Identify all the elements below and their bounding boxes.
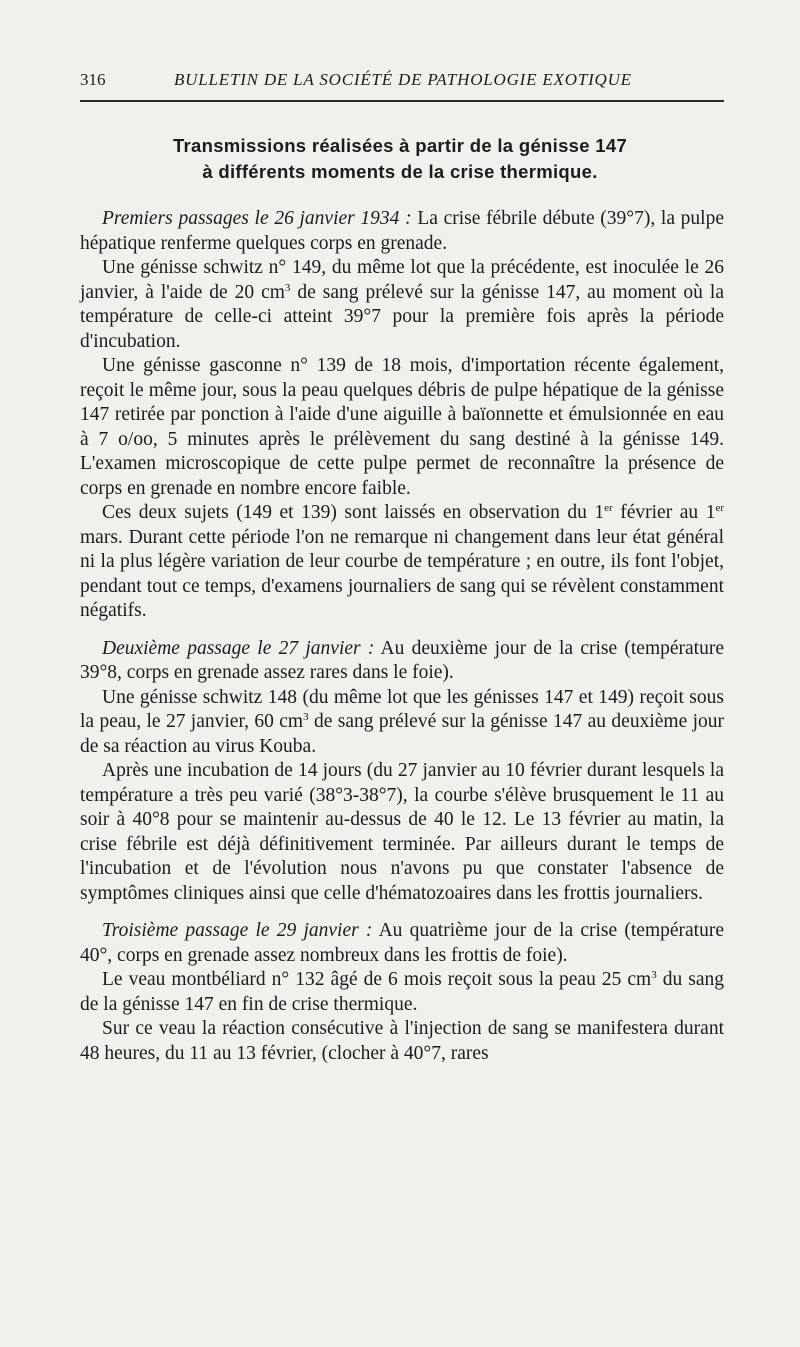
paragraph-heifer-148 — [80, 686, 724, 760]
superscript: 3 — [303, 711, 309, 723]
section-title-line-2: à différents moments de la crise thermique. — [202, 161, 598, 182]
first-passage-text: La crise fébrile débute (39°7), la pulpe hépatique renferme quelques corps en grenade. — [80, 208, 724, 254]
superscript: 3 — [651, 969, 657, 981]
section-title — [100, 133, 700, 185]
third-passage-heading: Troisième passage le 29 janvier : — [102, 920, 373, 941]
section-title-line-1: Transmissions réalisées à partir de la génisse 147 — [172, 135, 628, 156]
running-head — [80, 70, 724, 100]
journal-title: BULLETIN DE LA SOCIÉTÉ DE PATHOLOGIE EXOTIQUE — [174, 70, 632, 89]
second-passage-heading: Deuxième passage le 27 janvier : — [102, 637, 375, 659]
paragraph-incubation: Après une incubation de 14 jours (du 27 janvier au 10 février durant lesquels la température a très peu varié (38°3-38°7), la courbe s'élève brusquement le 11 au soir à 40°8 pour se maintenir au-dessus de 40 le 12. Le 13 février au matin, la crise fébrile est déjà définitivement terminée. Par ailleurs durant le temps de l'incubation et de l'évolution nous n'avons pu que constater l'absence de symptômes cliniques ainsi que celle d'hématozoaires dans les frottis journaliers. — [80, 760, 724, 904]
paragraph-third-passage — [80, 919, 724, 968]
superscript: 3 — [284, 281, 291, 294]
paragraph-calf-132 — [80, 968, 724, 1017]
page-number: 316 — [80, 70, 106, 89]
observation-text-c: mars. Durant cette période l'on ne remarque ni changement dans leur état général ni la plus légère variation de leur courbe de température ; en outre, ils font l'objet, pendant tout ce temps, d'examens journaliers de sang qui se révèlent constamment négatifs. — [80, 526, 724, 621]
paragraph-heifer-139: Une génisse gasconne n° 139 de 18 mois, d'importation récente également, reçoit le même jour, sous la peau quelques débris de pulpe hépatique de la génisse 147 retirée par ponction à l'aide d'une aiguille à baïonnette et émulsionnée en eau à 7 o/oo, 5 minutes après le prélèvement du sang destiné à la génisse 149. L'examen microscopique de cette pulpe permet de reconnaître la présence de corps en grenade en nombre encore faible. — [80, 355, 724, 499]
paragraph-calf-reaction: Sur ce veau la réaction consécutive à l'injection de sang se manifestera durant 48 heures, du 11 au 13 février, (clocher à 40°7, rares — [80, 1018, 724, 1064]
second-passage-text: Au deuxième jour de la crise (température 39°8, corps en grenade assez rares dans le foie). — [80, 637, 724, 683]
paragraph-observation — [80, 501, 724, 624]
heifer-148-text-b: de sang prélevé sur la génisse 147 au deuxième jour de sa réaction au virus Kouba. — [80, 711, 725, 757]
superscript: er — [715, 502, 724, 514]
observation-text-b: février au 1 — [612, 502, 716, 523]
heifer-148-text-a: Une génisse schwitz 148 (du même lot que les génisses 147 et 149) reçoit sous la peau, le 27 janvier, 60 cm — [80, 686, 724, 732]
heifer-149-text-a: Une génisse schwitz n° 149, du même lot que la précédente, est inoculée le 26 janvier, à l'aide de 20 cm — [80, 257, 724, 303]
calf-132-text-a: Le veau montbéliard n° 132 âgé de 6 mois reçoit sous la peau 25 cm — [102, 969, 652, 990]
heifer-149-text-b: de sang prélevé sur la génisse 147, au moment où la température de celle-ci atteint 39°7 pour la première fois après la période d'incubation. — [80, 281, 724, 352]
paragraph-second-passage — [80, 637, 724, 686]
third-passage-text: Au quatrième jour de la crise (température 40°, corps en grenade assez nombreux dans les frottis de foie). — [80, 920, 724, 966]
paragraph-heifer-149 — [80, 256, 724, 354]
header-rule — [80, 100, 724, 102]
superscript: er — [604, 502, 613, 514]
observation-text-a: Ces deux sujets (149 et 139) sont laissés en observation du 1 — [102, 502, 605, 523]
first-passage-heading: Premiers passages le 26 janvier 1934 : — [102, 208, 412, 229]
body-text — [80, 207, 724, 1066]
paragraph-first-passage — [80, 207, 724, 256]
calf-132-text-b: du sang de la génisse 147 en fin de crise thermique. — [80, 969, 725, 1015]
